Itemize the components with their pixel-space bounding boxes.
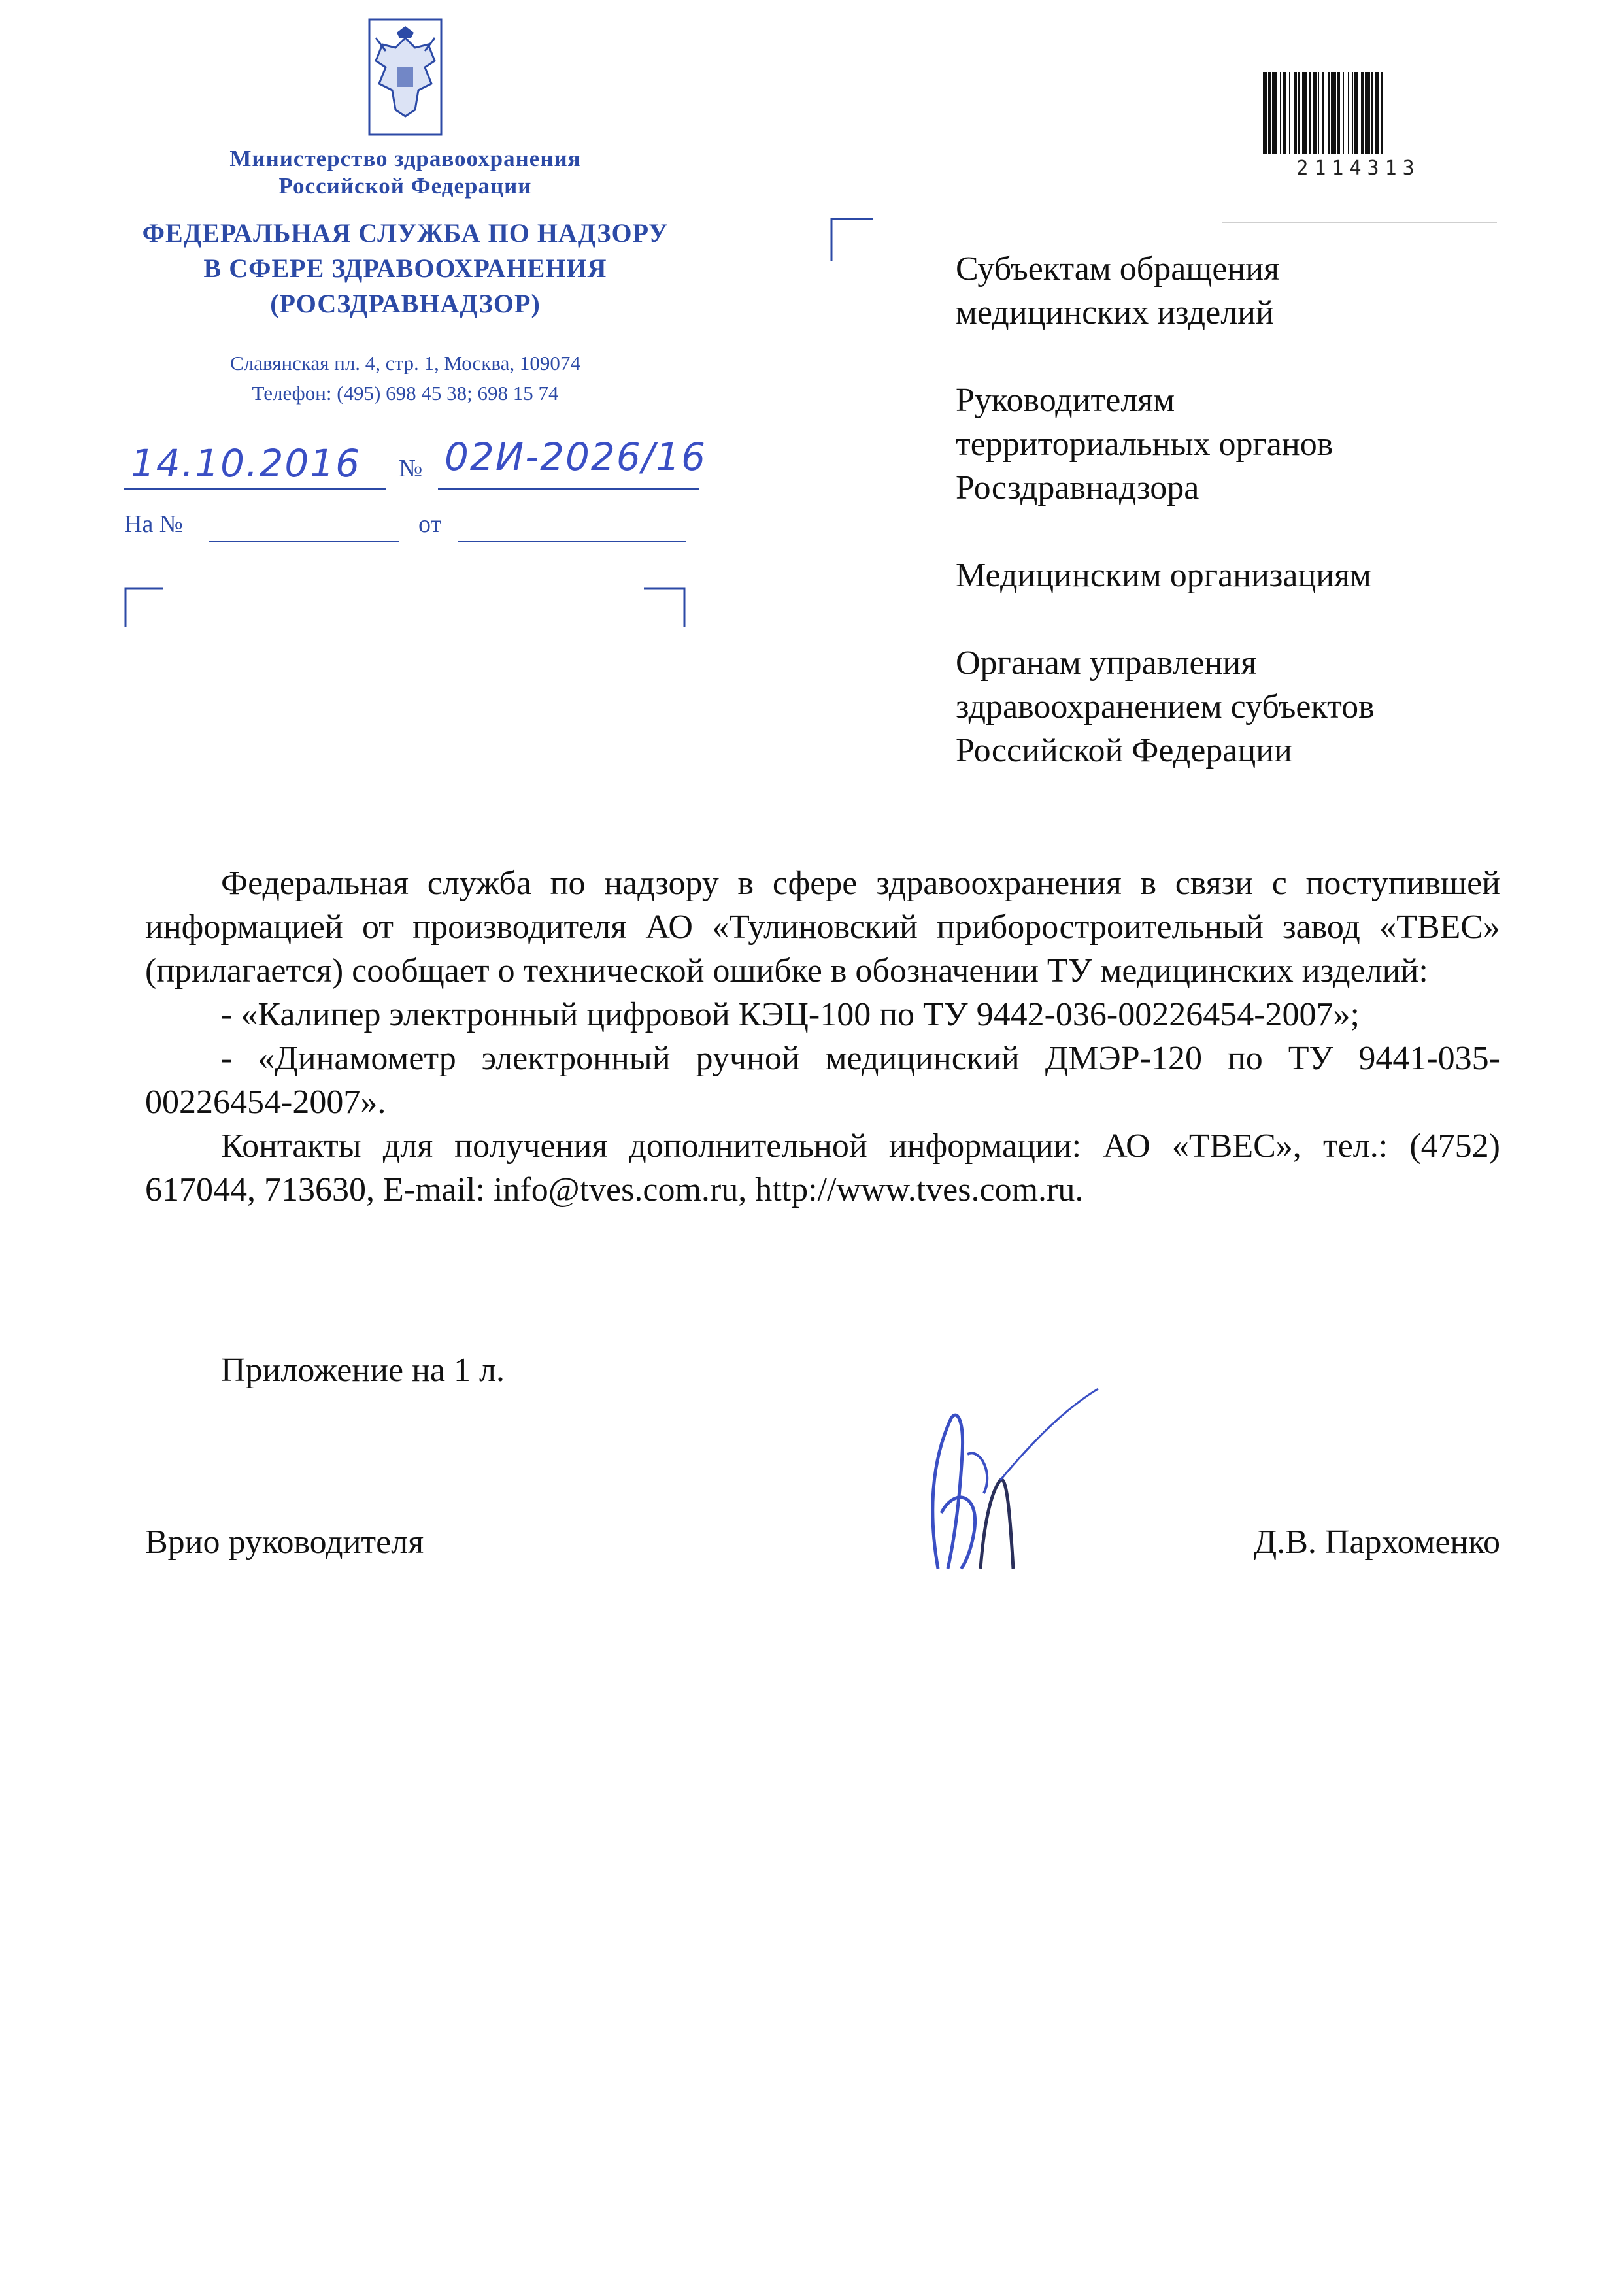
barcode-bar — [1263, 72, 1267, 154]
letter-body — [145, 861, 1500, 1212]
barcode-bar — [1294, 72, 1297, 154]
signatory-title: Врио руководителя — [145, 1523, 424, 1561]
barcode-bar — [1352, 72, 1353, 154]
ministry-line-1: Министерство здравоохранения — [229, 146, 581, 171]
barcode-number: 2114313 — [1296, 157, 1420, 180]
body-item-2: - «Динамометр электронный ручной медицинский ДМЭР-120 по ТУ 9441-035-00226454-2007». — [145, 1040, 1500, 1121]
addressee-line: Медицинским организациям — [956, 557, 1371, 594]
barcode-bar — [1354, 72, 1358, 154]
barcode-bar — [1272, 72, 1277, 154]
barcode-bar — [1322, 72, 1324, 154]
barcode-bar — [1343, 72, 1344, 154]
addressee-4 — [956, 641, 1544, 773]
barcode-bar — [1268, 72, 1271, 154]
signatory-name: Д.В. Пархоменко — [1253, 1523, 1500, 1561]
barcode-bar — [1280, 72, 1281, 154]
barcode-bar — [1381, 72, 1383, 154]
registration-date: 14.10.2016 — [131, 441, 361, 486]
addressee-line: здравоохранением субъектов — [956, 688, 1375, 725]
barcode-bar — [1283, 72, 1286, 154]
registration-number-label: № — [399, 455, 423, 482]
barcode-bar — [1375, 72, 1379, 154]
addressee-line: медицинских изделий — [956, 294, 1274, 331]
barcode-bar — [1289, 72, 1290, 154]
reference-number-label: На № — [124, 510, 184, 538]
service-line-2: В СФЕРЕ ЗДРАВООХРАНЕНИЯ — [203, 254, 607, 283]
barcode-icon — [1260, 72, 1456, 157]
addressee-3 — [956, 554, 1544, 597]
barcode-bar — [1337, 72, 1340, 154]
barcode-bar — [1371, 72, 1373, 154]
barcode-bar — [1361, 72, 1364, 154]
address-line-1: Славянская пл. 4, стр. 1, Москва, 109074 — [230, 352, 580, 374]
addressee-2 — [956, 378, 1544, 510]
body-contacts: Контакты для получения дополнительной информации: АО «ТВЕС», тел.: (4752) 617044, 713630, E-mail: info@tves.com.ru, http://www.tves.com.ru. — [145, 1127, 1500, 1208]
addressees-block — [956, 247, 1544, 816]
barcode-bar — [1348, 72, 1349, 154]
body-paragraph: Федеральная служба по надзору в сфере здравоохранения в связи с поступившей информацией от производителя АО «Тулиновский приборостроительный завод «ТВЕС» (прилагается) сообщает о технической ошибке в обозначении ТУ медицинских изделий: — [145, 865, 1500, 990]
barcode-bar — [1328, 72, 1330, 154]
addressee-line: Росздравнадзора — [956, 469, 1199, 507]
registration-number: 02И-2026/16 — [444, 435, 707, 479]
addressee-line: Субъектам обращения — [956, 250, 1279, 288]
addressee-line: Российской Федерации — [956, 732, 1292, 769]
barcode-bar — [1302, 72, 1307, 154]
barcode-bar — [1318, 72, 1319, 154]
barcode-bar — [1365, 72, 1370, 154]
attachment-note: Приложение на 1 л. — [221, 1352, 505, 1389]
ministry-line-2: Российской Федерации — [278, 173, 532, 199]
barcode-bar — [1298, 72, 1300, 154]
barcode-bar — [1331, 72, 1336, 154]
addressee-line: территориальных органов — [956, 425, 1333, 463]
addressee-line: Органам управления — [956, 644, 1257, 682]
reference-from-label: от — [418, 510, 442, 538]
barcode-bar — [1309, 72, 1311, 154]
body-item-1: - «Калипер электронный цифровой КЭЦ-100 по ТУ 9442-036-00226454-2007»; — [221, 996, 1360, 1033]
signature-icon — [902, 1382, 1118, 1578]
barcode-bar — [1313, 72, 1317, 154]
service-line-1: ФЕДЕРАЛЬНАЯ СЛУЖБА ПО НАДЗОРУ — [142, 218, 669, 248]
addressee-1 — [956, 247, 1544, 335]
addressee-line: Руководителям — [956, 382, 1175, 419]
service-line-3: (РОСЗДРАВНАДЗОР) — [270, 289, 541, 318]
address-line-2: Телефон: (495) 698 45 38; 698 15 74 — [252, 382, 559, 405]
